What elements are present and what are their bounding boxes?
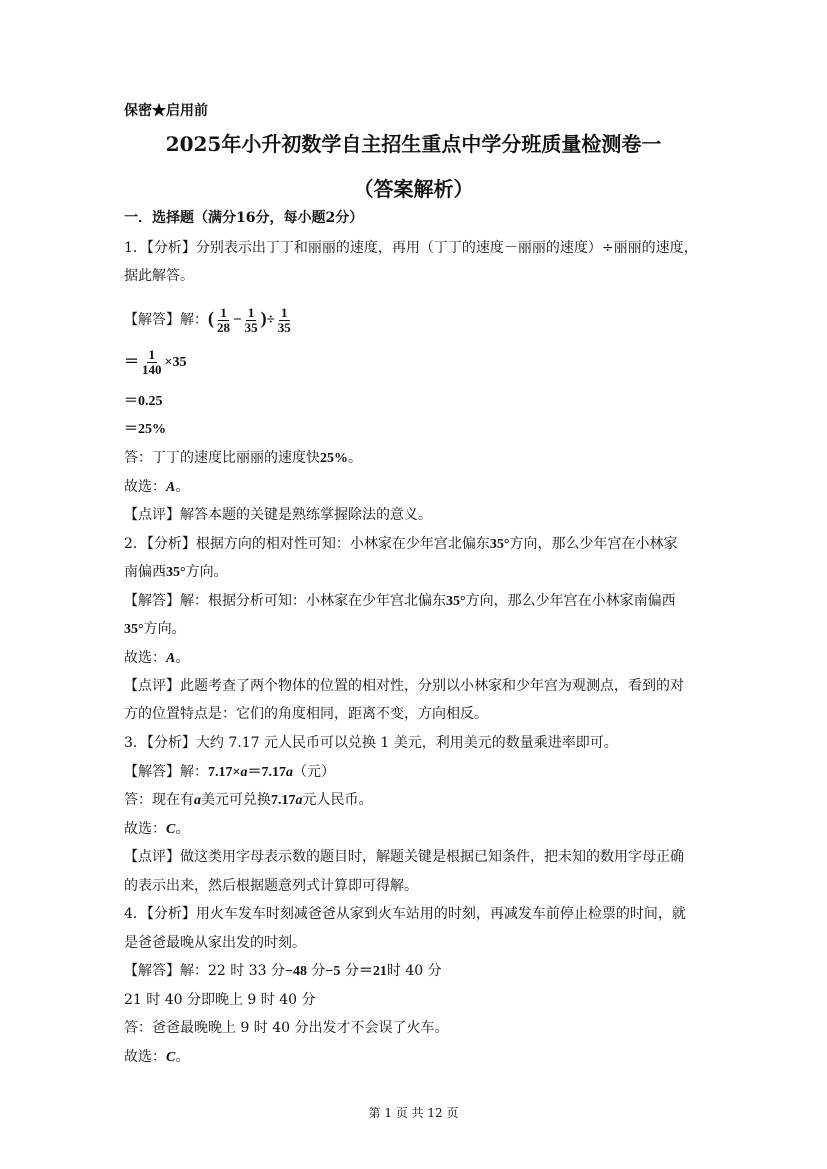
q1-fraction-1-140 bbox=[140, 348, 164, 377]
fraction-numerator: 1 bbox=[247, 304, 255, 320]
q3-final-value: 7.17 bbox=[271, 793, 296, 808]
q3-variable: a bbox=[295, 793, 303, 808]
q3-answer-label: 【解答】解： bbox=[124, 764, 208, 780]
fraction-denominator: 35 bbox=[244, 319, 258, 335]
q4-expr: 时 40 分 bbox=[386, 963, 442, 979]
q3-answer bbox=[124, 762, 335, 783]
q4-expr: −48 bbox=[284, 964, 307, 979]
q4-final-answer: 答：爸爸最晚晚上 9 时 40 分出发才不会误了火车。 bbox=[124, 1020, 449, 1036]
q2-angle: 35° bbox=[124, 622, 144, 637]
q4-analysis-line2: 是爸爸最晚从家出发的时刻。 bbox=[124, 935, 306, 951]
q3-comment-line1: 【点评】做这类用字母表示数的题目时，解题关键是根据已知条件，把未知的数用字母正确 bbox=[124, 849, 684, 865]
q1-divide-sign: ÷ bbox=[266, 312, 275, 328]
q1-answer-expression bbox=[124, 300, 294, 336]
q4-expr: −5 bbox=[325, 964, 341, 979]
fraction-denominator: 28 bbox=[217, 319, 230, 335]
choice-suffix: 。 bbox=[175, 821, 190, 837]
q3-final-text: 美元可兑换 bbox=[201, 792, 271, 808]
q2-comment-line2: 方的位置特点是：它们的角度相同，距离不变，方向相反。 bbox=[124, 706, 488, 722]
q1-equals-sign: ＝ bbox=[124, 354, 140, 370]
q4-expr: 分 bbox=[306, 963, 326, 979]
q4-expr: ＝21 bbox=[358, 964, 387, 979]
q3-variable: a bbox=[194, 793, 201, 808]
fraction-denominator: 140 bbox=[142, 361, 162, 377]
q3-comment-line2: 的表示出来，然后根据题意列式计算即可得解。 bbox=[124, 878, 418, 894]
section-heading: 一．选择题（满分16分，每小题2分） bbox=[124, 210, 364, 226]
q4-answer bbox=[124, 961, 442, 982]
q1-step-4 bbox=[124, 419, 166, 440]
q4-analysis-line1: 4．【分析】用火车发车时刻减爸爸从家到火车站用的时刻，再减发车前停止检票的时间，就 bbox=[124, 906, 686, 922]
fraction-numerator: 1 bbox=[281, 304, 288, 320]
q1-minus-sign: − bbox=[233, 312, 242, 328]
q1-step-4-text: ＝25% bbox=[124, 422, 166, 437]
q1-close-paren: ) bbox=[260, 308, 267, 328]
q3-final-text: 答：现在有 bbox=[124, 792, 194, 808]
q2-angle: 35° bbox=[166, 565, 186, 580]
q1-step-3-text: ＝0.25 bbox=[124, 394, 163, 409]
fraction-numerator: 1 bbox=[220, 304, 227, 320]
q2-analysis-line1 bbox=[124, 534, 678, 555]
choice-label: 故选： bbox=[124, 650, 166, 666]
q3-variable: a bbox=[285, 765, 293, 780]
q4-expr: 22 时 33 分 bbox=[208, 963, 285, 979]
q2-analysis-text: 南偏西 bbox=[124, 564, 166, 580]
q2-analysis-line2 bbox=[124, 562, 228, 583]
choice-suffix: 。 bbox=[175, 1049, 190, 1065]
confidential-label: 保密★启用前 bbox=[124, 103, 208, 119]
q3-analysis: 3．【分析】大约 7.17 元人民币可以兑换 1 美元，利用美元的数量乘进率即可。 bbox=[124, 735, 618, 751]
q1-choice bbox=[124, 477, 189, 498]
choice-label: 故选： bbox=[124, 479, 166, 495]
q3-expr: 7.17× bbox=[208, 765, 241, 780]
q2-comment-line1: 【点评】此题考查了两个物体的位置的相对性，分别以小林家和少年宫为观测点，看到的对 bbox=[124, 678, 684, 694]
q1-final-text: 答：丁丁的速度比丽丽的速度快 bbox=[124, 450, 320, 466]
q1-step-2 bbox=[124, 344, 187, 380]
q4-expr: 分 bbox=[340, 963, 359, 979]
q1-final-suffix: 。 bbox=[348, 450, 362, 466]
q1-choice-letter: A bbox=[166, 480, 176, 495]
q1-analysis-line2: 据此解答。 bbox=[124, 268, 194, 284]
q4-convert: 21 时 40 分即晚上 9 时 40 分 bbox=[124, 992, 316, 1008]
q3-final-text: 元人民币。 bbox=[302, 792, 373, 808]
q1-fraction-1-35 bbox=[243, 306, 260, 335]
page-number-footer: 第 1 页 共 12 页 bbox=[368, 1106, 459, 1120]
choice-label: 故选： bbox=[124, 1049, 166, 1065]
q1-fraction-1-28 bbox=[215, 306, 232, 335]
q3-expr: ＝7.17 bbox=[247, 765, 286, 780]
q1-final-answer bbox=[124, 448, 362, 469]
fraction-numerator: 1 bbox=[148, 346, 156, 362]
q2-answer-text: 【解答】解：根据分析可知：小林家在少年宫北偏东 bbox=[124, 593, 446, 609]
q3-choice-letter: C bbox=[166, 822, 176, 837]
q1-times-35: ×35 bbox=[164, 355, 187, 370]
q1-final-value: 25% bbox=[320, 451, 348, 466]
q1-comment: 【点评】解答本题的关键是熟练掌握除法的意义。 bbox=[124, 507, 432, 523]
q2-answer-line1 bbox=[124, 591, 676, 612]
q1-analysis-line1: 1．【分析】分别表示出丁丁和丽丽的速度，再用（丁丁的速度－丽丽的速度）÷丽丽的速度， bbox=[124, 240, 698, 256]
fraction-denominator: 35 bbox=[277, 319, 291, 335]
q2-answer-line2 bbox=[124, 619, 186, 640]
choice-suffix: 。 bbox=[175, 479, 190, 495]
q4-answer-label: 【解答】解： bbox=[124, 963, 208, 979]
q2-angle: 35° bbox=[446, 594, 466, 609]
choice-suffix: 。 bbox=[175, 650, 190, 666]
q2-answer-text: 方向，那么少年宫在小林家南偏西 bbox=[465, 593, 676, 609]
q4-choice bbox=[124, 1047, 189, 1068]
page-subtitle: （答案解析） bbox=[353, 177, 474, 201]
q2-angle: 35° bbox=[489, 537, 510, 552]
choice-label: 故选： bbox=[124, 821, 166, 837]
q2-analysis-text: 方向，那么少年宫在小林家 bbox=[509, 536, 678, 552]
q4-choice-letter: C bbox=[166, 1050, 176, 1065]
q1-open-paren: ( bbox=[208, 308, 214, 328]
q1-answer-label: 【解答】解： bbox=[124, 312, 208, 328]
q2-analysis-text: 方向。 bbox=[185, 564, 228, 580]
q2-choice-letter: A bbox=[166, 651, 176, 666]
q3-final-answer bbox=[124, 790, 373, 811]
q2-choice bbox=[124, 648, 189, 669]
q1-step-3 bbox=[124, 391, 163, 412]
page-title: 2025年小升初数学自主招生重点中学分班质量检测卷一 bbox=[165, 132, 662, 156]
q3-unit: （元） bbox=[292, 764, 335, 780]
q3-variable: a bbox=[240, 765, 248, 780]
q1-fraction-divisor bbox=[276, 306, 293, 335]
q2-analysis-text: 2．【分析】根据方向的相对性可知：小林家在少年宫北偏东 bbox=[124, 536, 490, 552]
q3-choice bbox=[124, 819, 189, 840]
q2-answer-text: 方向。 bbox=[143, 621, 186, 637]
